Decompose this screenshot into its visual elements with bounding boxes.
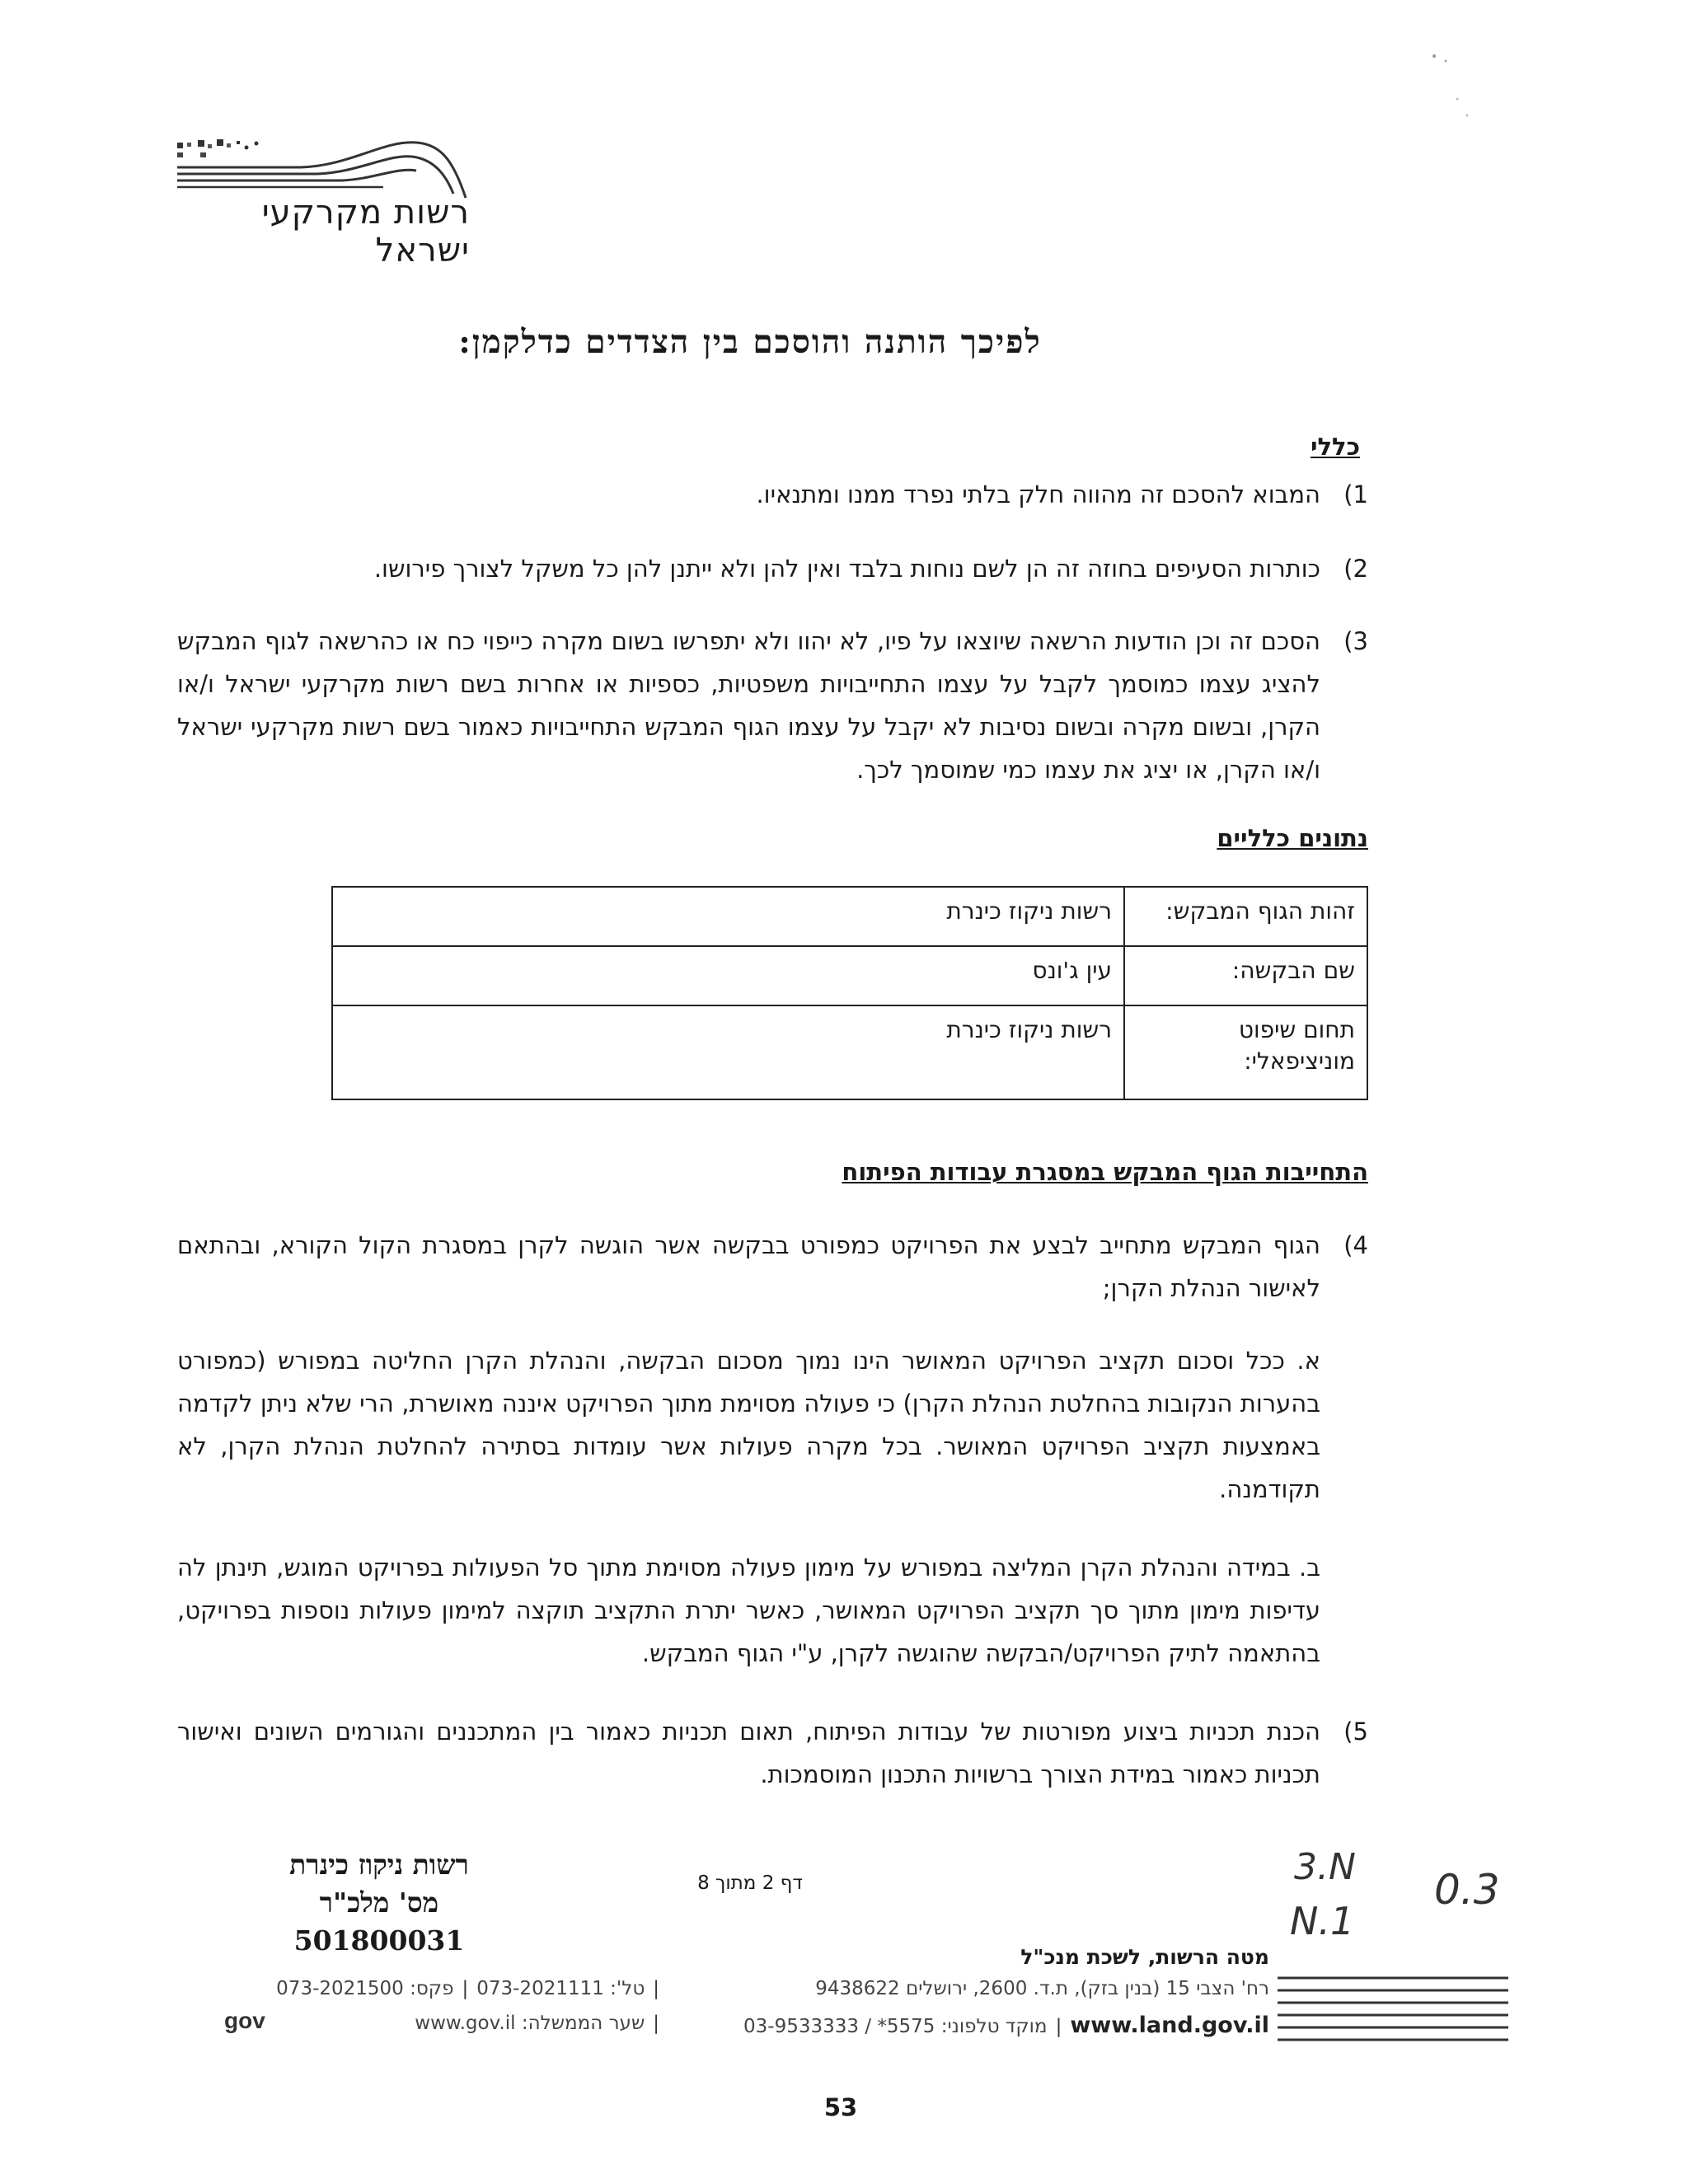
clause-number: 4) <box>1343 1231 1368 1259</box>
section-title-general: כללי <box>1310 433 1360 461</box>
footer-gov-gate[interactable]: שער הממשלה: www.gov.il <box>415 2013 645 2034</box>
subclause-b <box>177 1546 1320 1675</box>
stamp-line-1: רשות ניקוז כינרת <box>289 1849 469 1881</box>
document-heading: לפיכך הותנה והוסכם בין הצדדים כדלקמן: <box>458 323 1042 361</box>
subclause-text: ב. במידה והנהלת הקרן המליצה במפורש על מימון פעולה מסוימת מתוך סל הפעולות בפרויקט המוגש, תינתן לה עדיפות מימון מתוך סך תקציב הפרויקט המאושר, כאשר יתרת התקציב תוקצה למימון פעולות נוספות בפרויקט, בהתאמה לתיק הפרויקט/הבקשה שהוגשה לקרן, ע"י הגוף המבקש. <box>177 1554 1320 1667</box>
table-value: עין ג'ונס <box>332 946 1124 1005</box>
footer-fax: פקס: 073-2021500 <box>276 1978 454 1999</box>
page-number: 53 <box>823 2093 858 2121</box>
clause-text: הסכם זה וכן הודעות הרשאה שיוצאו על פיו, לא יהוו ולא יתפרשו בשום מקרה כייפוי כח או כהרשאה לגוף המבקש להציג עצמו כמוסמך לקבל על עצמו התחייבויות משפטיות, כספיות או אחרות בשם רשות מקרקעי ישראל ו/או הקרן, ובשום מקרה ובשום נסיבות לא יקבל על עצמו הגוף המבקש התחייבויות כאמור בשם רשות מקרקעי ישראל ו/או הקרן, או יציג את עצמו כמי שמוסמך לכך. <box>177 627 1320 784</box>
footer-hotline-row <box>676 2013 1269 2038</box>
table-value: רשות ניקוז כינרת <box>332 1005 1124 1099</box>
clause-text: הגוף המבקש מתחייב לבצע את הפרויקט כמפורט בבקשה אשר הוגשה לקרן במסגרת הקול הקורא, ובהתאם לאישור הנהלת הקרן; <box>177 1231 1320 1302</box>
scan-specks <box>1418 41 1484 124</box>
organization-stamp <box>231 1846 528 1960</box>
separator: | <box>653 2013 659 2034</box>
page-of-label: דף 2 מתוך 8 <box>697 1872 803 1894</box>
clause-2 <box>177 547 1368 590</box>
footer-gov-row <box>346 2013 668 2034</box>
clause-text: כותרות הסעיפים בחוזה זה הן לשם נוחות בלבד ואין להן ולא ייתנן להן כל משקל לצורך פירושו. <box>373 555 1320 583</box>
separator: | <box>1055 2016 1062 2037</box>
clause-4 <box>177 1224 1368 1310</box>
gov-logo: gov <box>224 2008 265 2033</box>
table-row <box>332 887 1367 946</box>
footer-phone: טל': 073-2021111 <box>476 1978 645 1999</box>
separator: | <box>653 1978 659 1999</box>
handwritten-line-3: 0.3 <box>1434 1866 1500 1914</box>
footer-decorative-lines <box>1278 1974 1508 2044</box>
stamp-line-2: מס' מלכ"ר 501800031 <box>293 1886 465 1957</box>
table-label: שם הבקשה: <box>1124 946 1367 1005</box>
handwritten-line-2: N.1 <box>1290 1899 1355 1941</box>
table-value: רשות ניקוז כינרת <box>332 887 1124 946</box>
table-row <box>332 946 1367 1005</box>
general-data-table <box>331 886 1368 1100</box>
subclause-text: א. ככל וסכום תקציב הפרויקט המאושר הינו נמוך מסכום הבקשה, והנהלת הקרן החליטה במפורש (כמפורט בהערות הנקובות בהחלטת הנהלת הקרן) כי פעולה מסוימת מתוך הפרויקט איננה מאושרת, הרי שלא ניתן לקדמה באמצעות תקציב הפרויקט המאושר. בכל מקרה פעולות אשר עומדות בסתירה להחלטת הנהלת הקרן, לא תקודמנה. <box>177 1347 1320 1503</box>
clause-number: 3) <box>1343 627 1368 655</box>
footer-phones-row <box>223 1978 668 1999</box>
table-label: זהות הגוף המבקש: <box>1124 887 1367 946</box>
footer-site-link[interactable]: www.land.gov.il <box>1070 2013 1269 2038</box>
clause-number: 5) <box>1343 1718 1368 1746</box>
table-row <box>332 1005 1367 1099</box>
footer-office: מטה הרשות, לשכת מנכ"ל <box>1020 1945 1269 1969</box>
section-title-commitment: התחייבות הגוף המבקש במסגרת עבודות הפיתוח <box>842 1158 1368 1186</box>
separator: | <box>462 1978 469 1999</box>
handwritten-line-1: 3.N <box>1294 1846 1356 1888</box>
section-title-general-data: נתונים כלליים <box>1217 824 1368 852</box>
footer-hotline: מוקד טלפוני: 5575* / 03-9533333 <box>743 2016 1048 2037</box>
clause-number: 2) <box>1343 555 1368 583</box>
subclause-a <box>177 1339 1320 1511</box>
table-label: תחום שיפוט מוניציפאלי: <box>1124 1005 1367 1099</box>
logo-name: רשות מקרקעי ישראל <box>261 194 470 269</box>
clause-text: הכנת תכניות ביצוע מפורטות של עבודות הפיתוח, תאום תכניות כאמור בין המתכננים והגורמים השונים ואישור תכניות כאמור במידת הצורך ברשויות התכנון המוסמכות. <box>177 1718 1320 1788</box>
clause-5 <box>177 1710 1368 1796</box>
footer-address: רח' הצבי 15 (בנין בזק), ת.ד. 2600, ירושלים 9438622 <box>815 1978 1269 1999</box>
clause-1 <box>177 473 1368 516</box>
clause-3 <box>177 620 1368 791</box>
handwritten-note <box>1286 1842 1541 1941</box>
clause-text: המבוא להסכם זה מהווה חלק בלתי נפרד ממנו ומתנאיו. <box>756 480 1320 509</box>
clause-number: 1) <box>1343 480 1368 509</box>
